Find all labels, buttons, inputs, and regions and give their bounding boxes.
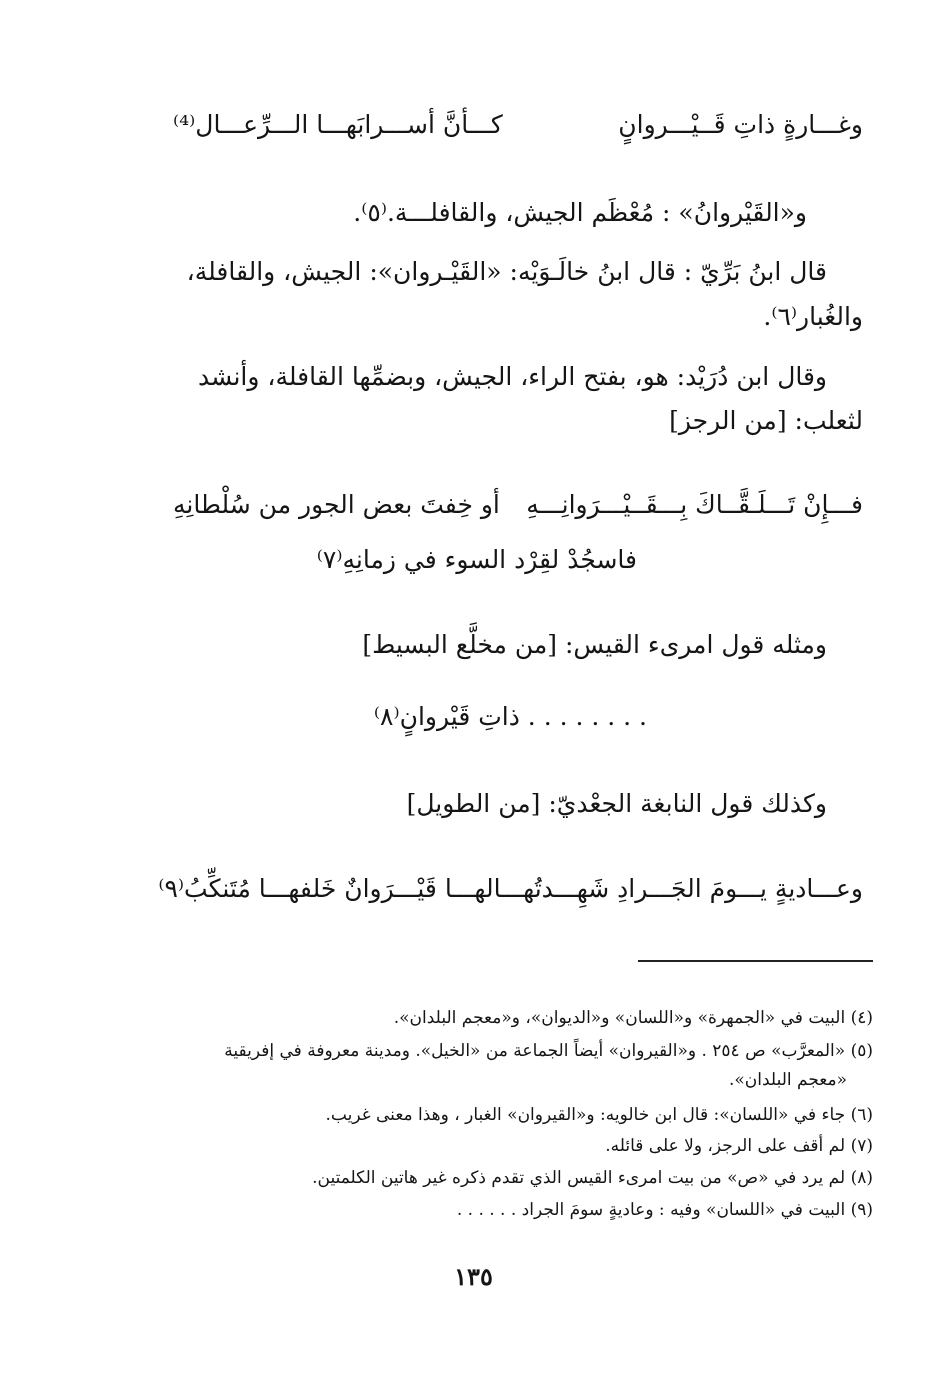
paragraph-ibn-barri-line-1: قال ابنُ بَرِّيّ : قال ابنُ خالَـوَيْه: «القَيْـروان»: الجيش، والقافلة، [186, 257, 827, 286]
footnote-5-continuation: «معجم البلدان». [729, 1070, 847, 1090]
verse-2-second-hemistich: أو خِفتَ بعض الجور من سُلْطانِهِ [173, 490, 500, 519]
verse-2-continuation: فاسجُدْ لقِرْد السوء في زمانِهِ⁽٧⁾ [316, 545, 637, 574]
footnote-4: (٤) البيت في «الجمهرة» و«اللسان» و«الديوان»، و«معجم البلدان». [393, 1008, 873, 1028]
paragraph-ibn-durayd-line-2: لثعلب: [من الرجز] [669, 406, 863, 435]
verse-4-first-hemistich: وعـــاديةٍ يـــومَ الجَـــرادِ شَهِـــدتُهـــا [493, 874, 863, 903]
footnote-9: (٩) البيت في «اللسان» وفيه : وعاديةٍ سومَ الجراد . . . . . . [456, 1200, 873, 1220]
verse-3-fragment: . . . . . . . . ذاتِ قَيْروانٍ⁽٨⁾ [373, 702, 647, 731]
verse-2-first-hemistich: فـــإِنْ تَـــلَـقَّــاكَ بِـــقَــيْـــرَوانِـــهِ [526, 490, 863, 519]
footnote-8: (٨) لم يرد في «ص» من بيت امرىء القيس الذي تقدم ذكره غير هاتين الكلمتين. [312, 1168, 873, 1188]
verse-1 [173, 108, 863, 142]
verse-2 [173, 488, 863, 522]
verse-1-first-hemistich: وغـــارةٍ ذاتِ قَــيْـــروانٍ [618, 110, 863, 139]
verse-4 [158, 872, 863, 906]
footnote-separator [638, 960, 873, 962]
page-number: ١٣٥ [454, 1262, 493, 1291]
verse-1-second-hemistich: كـــأنَّ أســـرابَهـــا الـــرِّعـــال⁽⁴⁾ [173, 110, 503, 139]
footnote-7: (٧) لم أقف على الرجز، ولا على قائله. [605, 1136, 873, 1156]
paragraph-nabigha: وكذلك قول النابغة الجعْديّ: [من الطويل] [406, 789, 827, 818]
footnote-5: (٥) «المعرَّب» ص ٢٥٤ . و«القيروان» أيضاً الجماعة من «الخيل». ومدينة معروفة في إفريقية [224, 1041, 873, 1061]
verse-4-second-hemistich: لهـــا قَيْـــرَوانٌ خَلفهـــا مُتَنكِّبُ⁽٩⁾ [158, 874, 494, 903]
footnote-6: (٦) جاء في «اللسان»: قال ابن خالويه: و«القيروان» الغبار ، وهذا معنى غريب. [325, 1105, 873, 1125]
paragraph-ibn-durayd-line-1: وقال ابن دُرَيْد: هو، بفتح الراء، الجيش، وبضمِّها القافلة، وأنشد [198, 362, 827, 391]
paragraph-ibn-barri-line-2: والغُبار⁽٦⁾. [763, 302, 863, 331]
paragraph-imru-al-qays: ومثله قول امرىء القيس: [من مخلَّع البسيط] [362, 630, 827, 659]
paragraph-qayrawan-definition: و«القَيْروانُ» : مُعْظَم الجيش، والقافلـــة.⁽٥⁾. [353, 198, 807, 227]
